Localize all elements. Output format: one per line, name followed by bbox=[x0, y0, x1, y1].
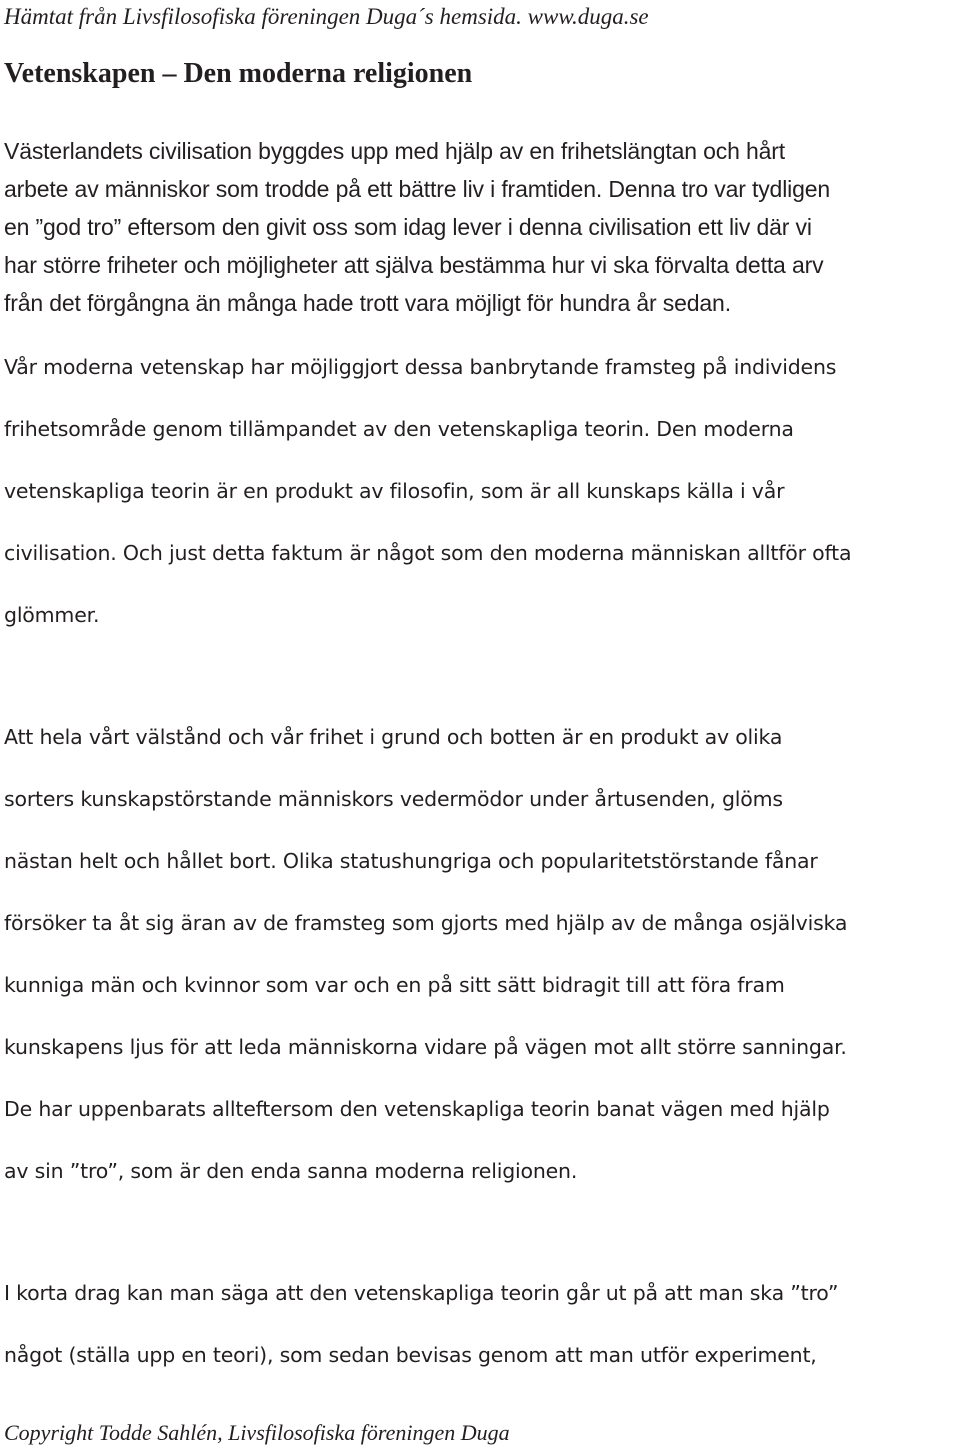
body-line: försöker ta åt sig äran av de framsteg som gjorts med hjälp av de många osjälviska bbox=[4, 911, 848, 935]
body-line: kunniga män och kvinnor som var och en på sitt sätt bidragit till att föra fram bbox=[4, 973, 785, 997]
body-line: civilisation. Och just detta faktum är något som den moderna människan alltför ofta bbox=[4, 541, 852, 565]
body-line: De har uppenbarats allteftersom den vetenskapliga teorin banat vägen med hjälp bbox=[4, 1097, 830, 1121]
intro-line: har större friheter och möjligheter att själva bestämma hur vi ska förvalta detta arv bbox=[4, 252, 824, 278]
body-line: vetenskapliga teorin är en produkt av filosofin, som är all kunskaps källa i vår bbox=[4, 479, 785, 503]
page-footer: Copyright Todde Sahlén, Livsfilosofiska föreningen Duga bbox=[4, 1420, 510, 1445]
body-line: nästan helt och hållet bort. Olika statushungriga och popularitetstörstande fånar bbox=[4, 849, 818, 873]
body-line: kunskapens ljus för att leda människorna vidare på vägen mot allt större sanningar. bbox=[4, 1035, 847, 1059]
body-line: Att hela vårt välstånd och vår frihet i grund och botten är en produkt av olika bbox=[4, 725, 783, 749]
body-line: något (ställa upp en teori), som sedan bevisas genom att man utför experiment, bbox=[4, 1343, 817, 1367]
intro-line: en ”god tro” eftersom den givit oss som idag lever i denna civilisation ett liv där vi bbox=[4, 214, 812, 240]
body-line: Vår moderna vetenskap har möjliggjort dessa banbrytande framsteg på individens bbox=[4, 355, 837, 379]
body-line: av sin ”tro”, som är den enda sanna moderna religionen. bbox=[4, 1159, 578, 1183]
article-title: Vetenskapen – Den moderna religionen bbox=[4, 58, 473, 89]
intro-line: från det förgångna än många hade trott vara möjligt för hundra år sedan. bbox=[4, 290, 731, 316]
body-line: glömmer. bbox=[4, 603, 100, 627]
intro-line: Västerlandets civilisation byggdes upp med hjälp av en frihetslängtan och hårt bbox=[4, 138, 786, 164]
intro-line: arbete av människor som trodde på ett bättre liv i framtiden. Denna tro var tydligen bbox=[4, 176, 831, 202]
body-line: frihetsområde genom tillämpandet av den vetenskapliga teorin. Den moderna bbox=[4, 417, 794, 441]
body-line: sorters kunskapstörstande människors vedermödor under årtusenden, glöms bbox=[4, 787, 783, 811]
body-line: I korta drag kan man säga att den vetenskapliga teorin går ut på att man ska ”tro” bbox=[4, 1281, 839, 1305]
page-header: Hämtat från Livsfilosofiska föreningen Duga´s hemsida. www.duga.se bbox=[4, 4, 649, 29]
